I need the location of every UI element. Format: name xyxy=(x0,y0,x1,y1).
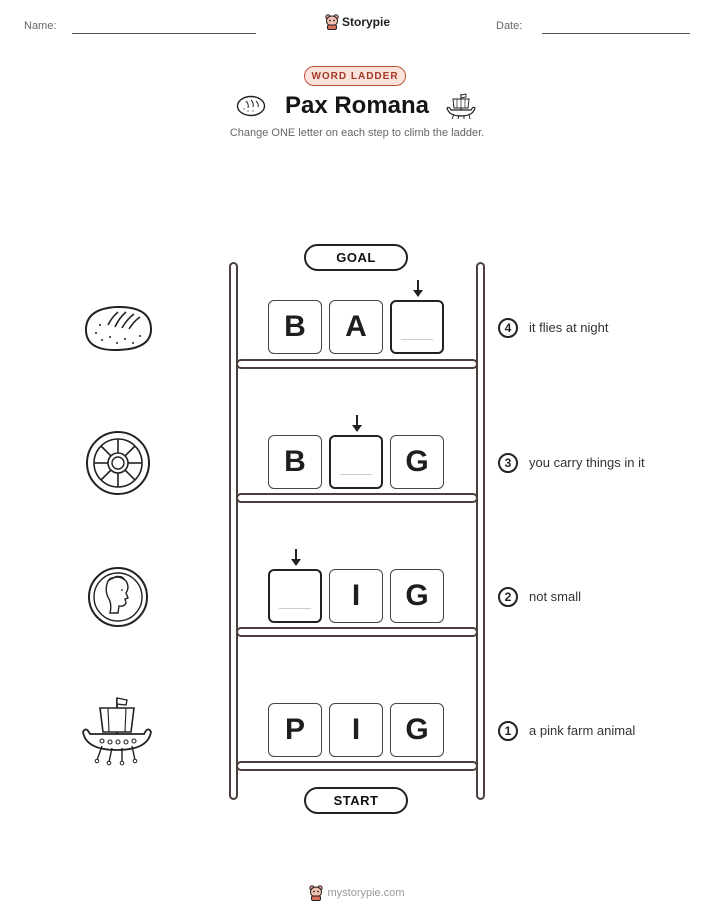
letter-tile: G xyxy=(390,435,444,489)
ladder-right-rail xyxy=(476,262,485,800)
letter-tile: P xyxy=(268,703,322,757)
arrow-down-icon xyxy=(290,549,302,567)
clue-text: you carry things in it xyxy=(529,455,645,470)
storypie-mascot-icon xyxy=(325,14,339,30)
clue-text: a pink farm animal xyxy=(529,723,636,738)
letter-tile: B xyxy=(268,300,322,354)
clue-text: it flies at night xyxy=(529,320,609,335)
ladder-rung xyxy=(236,627,478,637)
clue-number: 4 xyxy=(498,318,518,338)
letter-tile: A xyxy=(329,300,383,354)
arrow-down-icon xyxy=(412,280,424,298)
blank-letter-tile[interactable] xyxy=(268,569,322,623)
clue-text: not small xyxy=(529,589,582,604)
ship-icon xyxy=(445,92,477,120)
footer-url[interactable]: mystorypie.com xyxy=(327,887,405,899)
footer xyxy=(0,885,714,901)
ship-icon xyxy=(80,694,154,766)
page-title: Pax Romana xyxy=(284,92,430,119)
shield-icon xyxy=(84,429,152,497)
coin-icon xyxy=(86,565,150,629)
ladder-rung xyxy=(236,761,478,771)
bread-icon xyxy=(236,95,266,117)
storypie-mascot-icon xyxy=(309,885,323,901)
letter-tile: I xyxy=(329,703,383,757)
start-label: START xyxy=(304,787,408,814)
ladder-rung xyxy=(236,359,478,369)
clue-number: 2 xyxy=(498,587,518,607)
bread-icon xyxy=(82,303,154,353)
ladder-left-rail xyxy=(229,262,238,800)
instructions: Change ONE letter on each step to climb the ladder. xyxy=(229,127,485,139)
letter-tile: B xyxy=(268,435,322,489)
date-line[interactable] xyxy=(542,33,690,34)
clue-number: 1 xyxy=(498,721,518,741)
blank-letter-tile[interactable] xyxy=(329,435,383,489)
clue-number: 3 xyxy=(498,453,518,473)
ladder-rung xyxy=(236,493,478,503)
date-label: Date: xyxy=(496,20,523,32)
brand-logo xyxy=(325,14,390,30)
brand-name: Storypie xyxy=(342,15,391,29)
word-ladder-badge: WORD LADDER xyxy=(304,66,406,86)
name-line[interactable] xyxy=(72,33,256,34)
name-label: Name: xyxy=(24,20,57,32)
letter-tile: I xyxy=(329,569,383,623)
arrow-down-icon xyxy=(351,415,363,433)
goal-label: GOAL xyxy=(304,244,408,271)
letter-tile: G xyxy=(390,569,444,623)
letter-tile: G xyxy=(390,703,444,757)
blank-letter-tile[interactable] xyxy=(390,300,444,354)
